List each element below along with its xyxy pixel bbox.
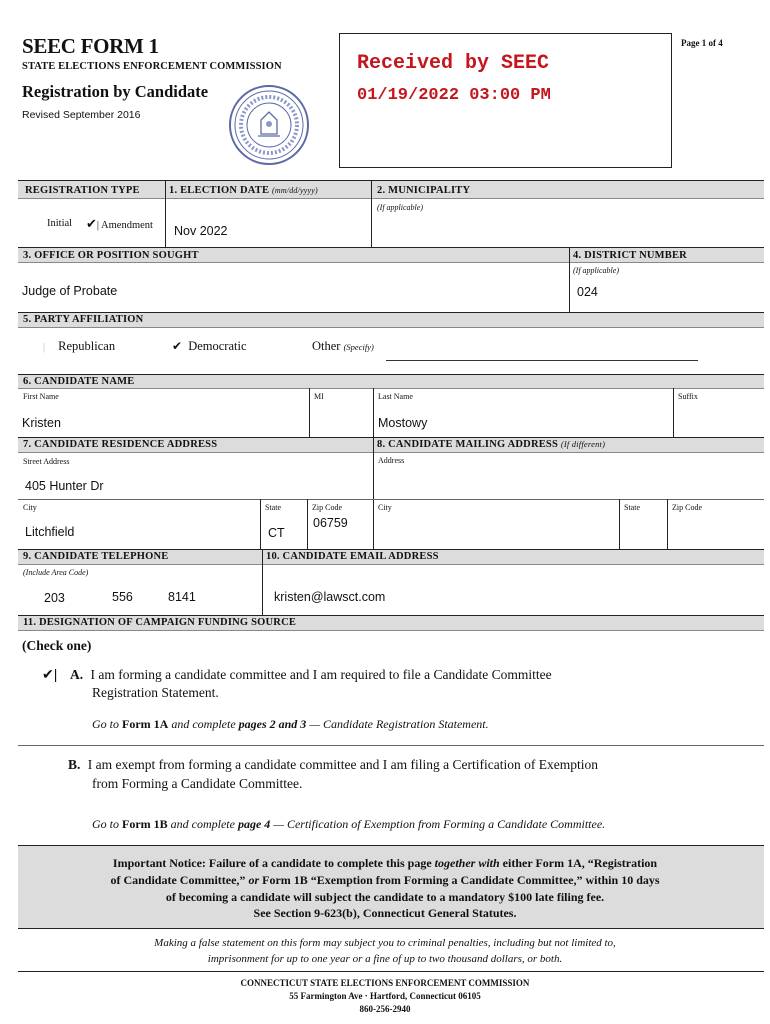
phone-prefix-value[interactable]: 556: [112, 590, 133, 604]
street-address-label: Street Address: [23, 457, 70, 466]
mail-state-label: State: [624, 503, 640, 512]
notice-line2-a: of Candidate Committee,”: [110, 873, 246, 887]
received-datetime: 01/19/2022 03:00 PM: [357, 86, 551, 105]
footer-agency: CONNECTICUT STATE ELECTIONS ENFORCEMENT COMMISSION: [240, 978, 530, 988]
form-title: SEEC FORM 1: [22, 34, 159, 58]
revised-date: Revised September 2016: [22, 109, 141, 121]
last-name-value[interactable]: Mostowy: [378, 416, 428, 430]
municipality-hint: (If applicable): [377, 203, 423, 212]
option-a-goto-3: — Candidate Registration Statement.: [309, 717, 489, 731]
election-date-label-text: 1. ELECTION DATE: [169, 185, 270, 196]
election-date-hint: (mm/dd/yyyy): [271, 186, 318, 195]
party-republican-option[interactable]: [43, 339, 115, 354]
option-a-pages: pages 2 and 3: [238, 717, 307, 731]
candidate-name-label: 6. CANDIDATE NAME: [23, 376, 135, 387]
footer-phone: 860-256-2940: [359, 1004, 411, 1014]
amendment-option[interactable]: [86, 216, 153, 232]
option-a-goto-2: and complete: [171, 717, 236, 731]
telephone-hint: (Include Area Code): [23, 568, 89, 577]
notice-line3: of becoming a candidate will subject the candidate to a mandatory $100 late filing fee.: [165, 890, 605, 904]
option-b-goto-2: and complete: [170, 817, 235, 831]
res-city-value[interactable]: Litchfield: [25, 525, 75, 539]
mail-city-label: City: [378, 503, 392, 512]
notice-line4: See Section 9-623(b), Connecticut General Statutes.: [253, 906, 517, 920]
email-label: 10. CANDIDATE EMAIL ADDRESS: [266, 551, 439, 562]
option-b-goto: [92, 817, 605, 832]
democratic-label: Democratic: [188, 339, 247, 353]
option-a-line1: I am forming a candidate committee and I am required to file a Candidate Committee: [90, 667, 552, 682]
notice-line1-a: Important Notice: Failure of a candidate to complete this page: [112, 856, 432, 870]
notice-line2: [0, 873, 770, 888]
notice-line2-b: or: [248, 873, 260, 887]
res-city-label: City: [23, 503, 37, 512]
option-b-line1: I am exempt from forming a candidate committee and I am filing a Certification of Exemption: [87, 757, 598, 772]
other-hint: (Specify): [343, 342, 374, 352]
mailing-label: [377, 439, 605, 450]
res-zip-value[interactable]: 06759: [313, 516, 348, 530]
notice-line2-c: Form 1B “Exemption from Forming a Candidate Committee,” within 10 days: [262, 873, 660, 887]
mailing-label-text: 8. CANDIDATE MAILING ADDRESS: [377, 439, 559, 450]
amendment-label: | Amendment: [96, 220, 153, 231]
warning-line2: imprisonment for up to one year or a fine of up to two thousand dollars, or both.: [207, 953, 563, 965]
agency-name: STATE ELECTIONS ENFORCEMENT COMMISSION: [22, 61, 282, 72]
republican-label: Republican: [58, 339, 116, 353]
notice-line1: [0, 856, 770, 871]
option-a-form-link: Form 1A: [122, 717, 169, 731]
check-one-label: (Check one): [22, 638, 92, 653]
mailing-address-label: Address: [378, 456, 405, 465]
republican-checkbox-icon: |: [43, 342, 46, 353]
option-a-letter: A.: [70, 667, 84, 682]
residence-label: 7. CANDIDATE RESIDENCE ADDRESS: [23, 439, 218, 450]
mi-label: MI: [314, 392, 324, 401]
other-label: Other: [312, 339, 341, 353]
res-state-label: State: [265, 503, 281, 512]
suffix-label: Suffix: [678, 392, 698, 401]
amendment-check-icon: ✔: [86, 216, 97, 231]
option-a-goto-1: Go to: [92, 717, 119, 731]
mailing-hint: (If different): [560, 439, 606, 449]
district-value[interactable]: 024: [577, 285, 598, 299]
democratic-check-icon: ✔: [172, 339, 183, 353]
first-name-label: First Name: [23, 392, 59, 401]
street-address-value[interactable]: 405 Hunter Dr: [25, 479, 104, 493]
warning-line1: Making a false statement on this form may subject you to criminal penalties, including but not limited to,: [154, 937, 616, 949]
option-b-goto-1: Go to: [92, 817, 119, 831]
party-other-line[interactable]: [386, 360, 698, 361]
option-b-checkbox[interactable]: [44, 760, 58, 774]
election-date-label: [169, 185, 318, 196]
district-hint: (If applicable): [573, 266, 619, 275]
registration-initial-option[interactable]: [47, 218, 72, 229]
option-b-letter: B.: [68, 757, 81, 772]
email-value[interactable]: kristen@lawsct.com: [274, 590, 386, 604]
state-seal-icon: [228, 84, 310, 166]
option-b-line2: from Forming a Candidate Committee.: [92, 776, 303, 791]
party-democratic-option[interactable]: [172, 339, 247, 354]
mail-zip-label: Zip Code: [672, 503, 702, 512]
res-zip-label: Zip Code: [312, 503, 342, 512]
initial-label: Initial: [47, 218, 73, 229]
last-name-label: Last Name: [378, 392, 413, 401]
res-state-value[interactable]: CT: [268, 526, 285, 540]
registration-type-label: REGISTRATION TYPE: [25, 185, 140, 196]
option-a-line2: Registration Statement.: [92, 685, 219, 700]
notice-line1-c: either Form 1A, “Registration: [502, 856, 658, 870]
option-b-form-link: Form 1B: [122, 817, 168, 831]
office-label: 3. OFFICE OR POSITION SOUGHT: [23, 250, 199, 261]
first-name-value[interactable]: Kristen: [22, 416, 61, 430]
form-name: Registration by Candidate: [22, 82, 209, 101]
option-a-text: [70, 664, 552, 685]
party-label: 5. PARTY AFFILIATION: [23, 314, 144, 325]
received-label: Received by SEEC: [357, 52, 550, 75]
phone-line-value[interactable]: 8141: [168, 590, 196, 604]
phone-area-value[interactable]: 203: [44, 591, 65, 605]
municipality-label: 2. MUNICIPALITY: [377, 185, 471, 196]
option-a-goto: [92, 717, 489, 732]
telephone-label: 9. CANDIDATE TELEPHONE: [23, 551, 169, 562]
footer-address: 55 Farmington Ave · Hartford, Connecticut 06105: [289, 991, 481, 1001]
page-number: Page 1 of 4: [681, 38, 723, 48]
election-date-value[interactable]: Nov 2022: [174, 224, 228, 238]
option-a-check-icon: ✔|: [42, 666, 58, 682]
option-b-text: [68, 757, 598, 773]
option-b-pages: page 4: [237, 817, 271, 831]
office-value[interactable]: Judge of Probate: [22, 284, 118, 298]
option-b-goto-3: — Certification of Exemption from Forming a Candidate Committee.: [273, 817, 606, 831]
party-other-option[interactable]: [312, 339, 374, 354]
funding-label: 11. DESIGNATION OF CAMPAIGN FUNDING SOURCE: [23, 617, 297, 628]
district-label: 4. DISTRICT NUMBER: [573, 250, 687, 261]
notice-line1-b: together with: [434, 856, 500, 870]
option-a-checkbox[interactable]: [42, 666, 57, 684]
